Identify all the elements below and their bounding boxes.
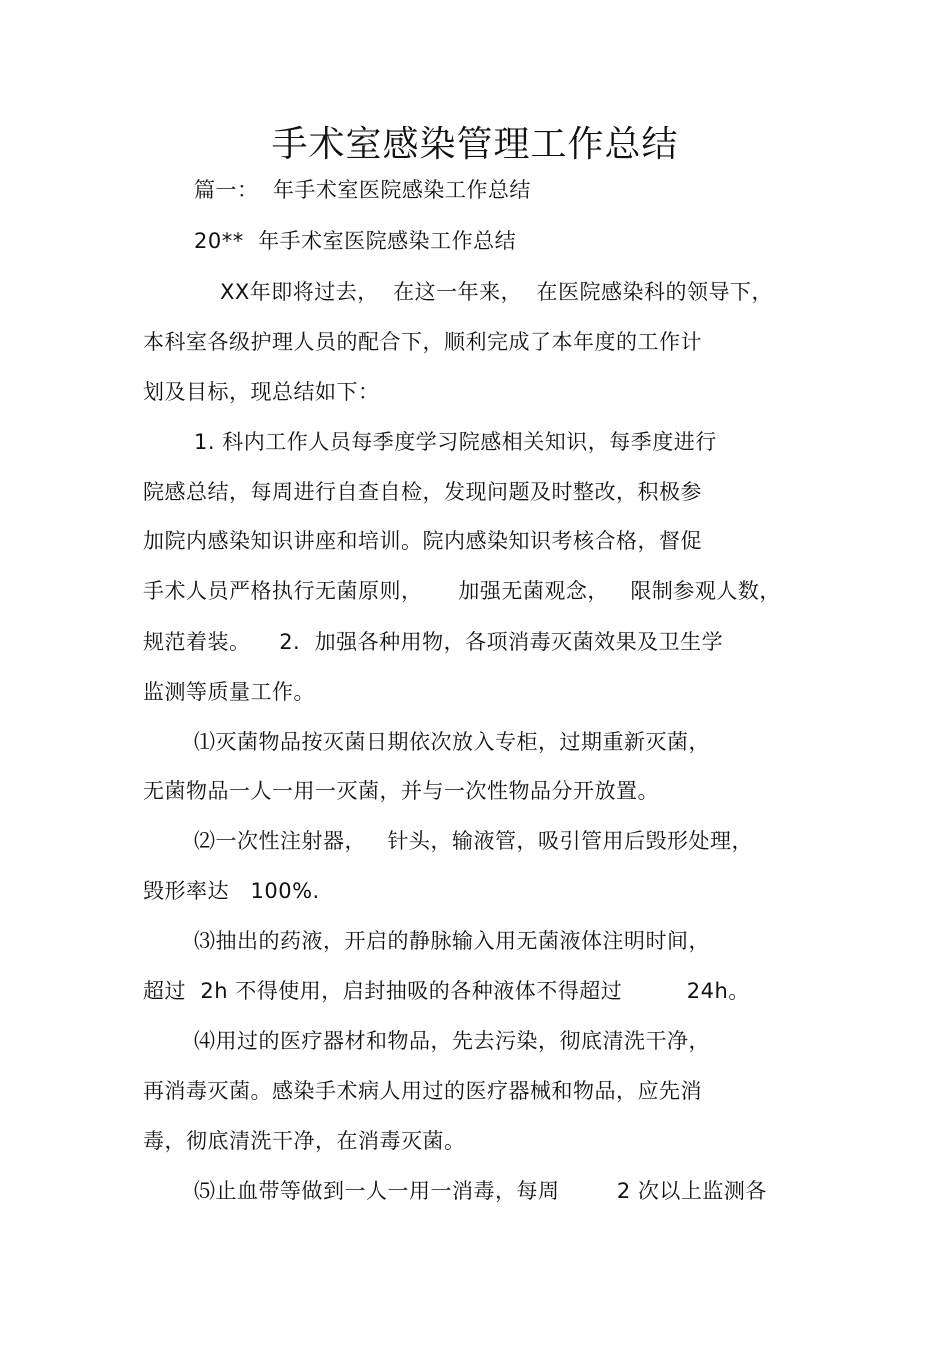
paragraph-line: 规范着装。 2. 加强各种用物，各项消毒灭菌效果及卫生学 bbox=[143, 630, 724, 654]
paragraph-line: 超过 2h 不得使用，启封抽吸的各种液体不得超过 24h。 bbox=[143, 979, 750, 1003]
paragraph-line: 再消毒灭菌。感染手术病人用过的医疗器械和物品，应先消 bbox=[143, 1079, 702, 1103]
paragraph-line: 毒，彻底清洗干净，在消毒灭菌。 bbox=[143, 1129, 466, 1153]
paragraph-line: XX年即将过去， 在这一年来， 在医院感染科的领导下， bbox=[220, 280, 773, 304]
paragraph-line: ⑵一次性注射器， 针头，输液管，吸引管用后毁形处理， bbox=[194, 829, 754, 853]
paragraph-line: 划及目标，现总结如下： bbox=[143, 380, 380, 404]
paragraph-line: 院感总结，每周进行自查自检，发现问题及时整改，积极参 bbox=[143, 480, 702, 504]
paragraph-line: 手术人员严格执行无菌原则， 加强无菌观念， 限制参观人数， bbox=[143, 579, 781, 603]
paragraph-line: 1. 科内工作人员每季度学习院感相关知识，每季度进行 bbox=[194, 430, 717, 454]
paragraph-line: 毁形率达 100%. bbox=[143, 879, 320, 903]
section-heading: 篇一： 年手术室医院感染工作总结 bbox=[194, 178, 531, 202]
paragraph-line: 本科室各级护理人员的配合下，顺利完成了本年度的工作计 bbox=[143, 330, 702, 354]
paragraph-line: ⑴灭菌物品按灭菌日期依次放入专柜，过期重新灭菌， bbox=[194, 730, 710, 754]
paragraph-line: ⑸止血带等做到一人一用一消毒，每周 2 次以上监测各 bbox=[194, 1179, 767, 1203]
paragraph-line: ⑶抽出的药液，开启的静脉输入用无菌液体注明时间， bbox=[194, 929, 710, 953]
document-title: 手术室感染管理工作总结 bbox=[271, 124, 679, 165]
paragraph-line: 加院内感染知识讲座和培训。院内感染知识考核合格，督促 bbox=[143, 529, 702, 553]
paragraph-line: 监测等质量工作。 bbox=[143, 680, 315, 704]
sub-heading: 20** 年手术室医院感染工作总结 bbox=[194, 229, 517, 253]
paragraph-line: 无菌物品一人一用一灭菌，并与一次性物品分开放置。 bbox=[143, 779, 659, 803]
paragraph-line: ⑷用过的医疗器材和物品，先去污染，彻底清洗干净， bbox=[194, 1029, 710, 1053]
